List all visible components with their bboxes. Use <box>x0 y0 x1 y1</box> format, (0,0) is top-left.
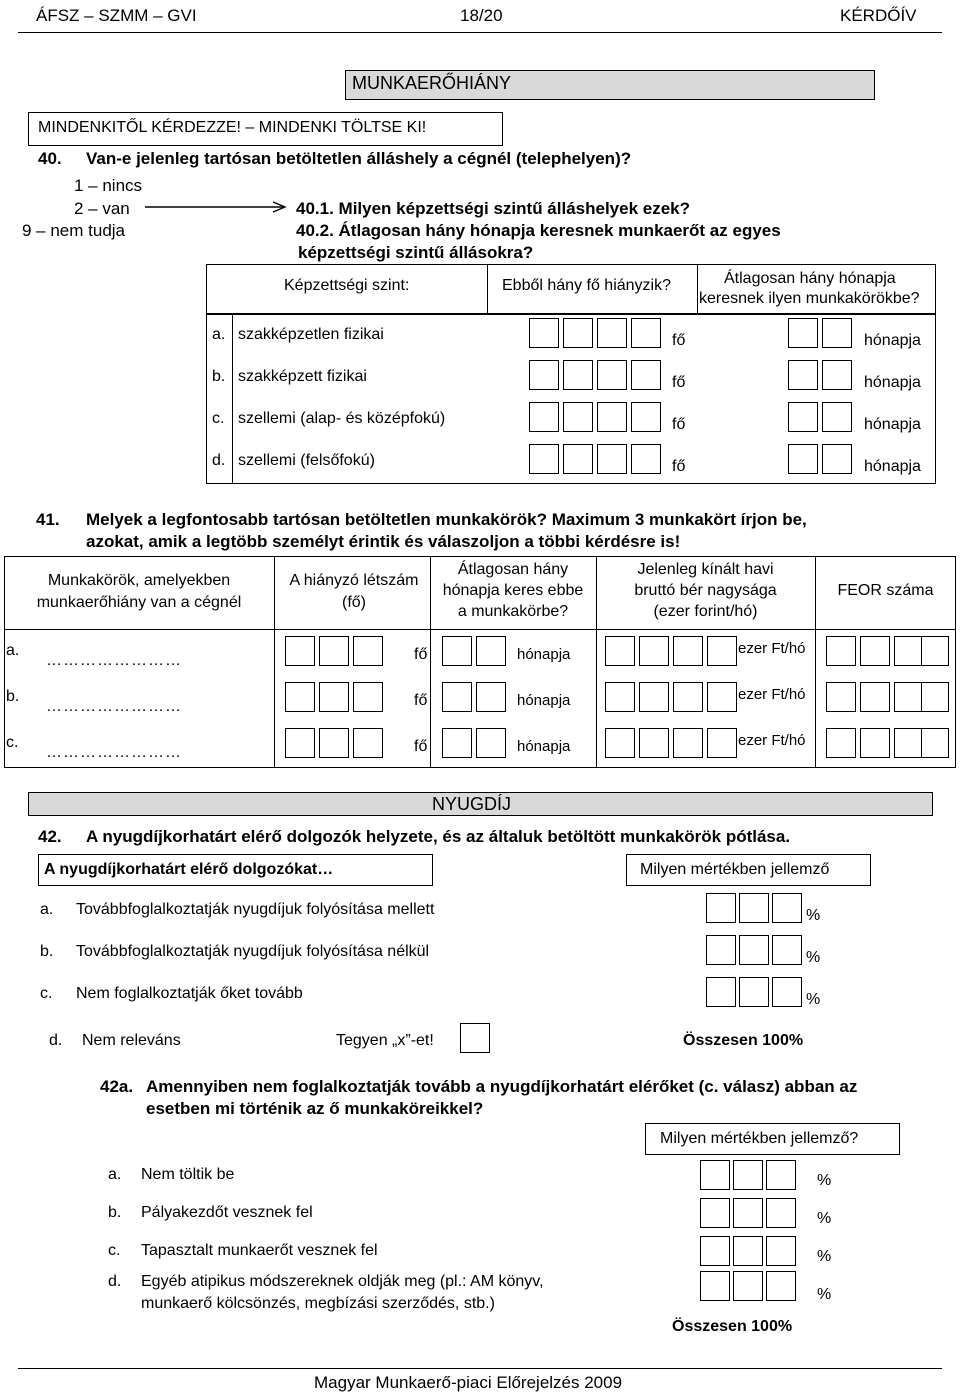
q42a-pct-sign: % <box>817 1172 832 1189</box>
footer-text: Magyar Munkaerő-piaci Előrejelzés 2009 <box>314 1373 623 1392</box>
q42a-row-letter: a. <box>108 1166 122 1183</box>
q40-header-divider-1 <box>487 264 488 314</box>
q41-month-box-2[interactable] <box>476 682 506 712</box>
q40-unit-fo: fő <box>672 374 686 391</box>
q42-pct-box-1[interactable] <box>706 893 736 923</box>
q40-count-box-2[interactable] <box>563 360 593 390</box>
q42a-d-label-line2: munkaerő kölcsönzés, megbízási szerződés, stb.) <box>141 1295 495 1312</box>
q42-number: 42. <box>38 827 62 846</box>
q41-unit-month: hónapja <box>517 738 571 755</box>
q42a-text-line2: esetben mi történik az ő munkaköreikkel? <box>146 1099 484 1118</box>
q41-pay-box-3[interactable] <box>673 636 703 666</box>
q42a-row-letter: c. <box>108 1242 121 1259</box>
q40-col-skill: Képzettségi szint: <box>284 277 410 294</box>
q41-job-input[interactable]: …………………… <box>46 698 182 715</box>
q41-pay-box-1[interactable] <box>605 728 635 758</box>
q40-month-box-2[interactable] <box>822 360 852 390</box>
q40-month-box-2[interactable] <box>822 402 852 432</box>
q41-unit-fo: fő <box>414 738 428 755</box>
q42-right-header: Milyen mértékben jellemző <box>640 861 830 878</box>
q40-header-divider-2 <box>697 264 698 314</box>
q42-row-letter: c. <box>40 985 53 1002</box>
q41-h1-line2: munkaerőhiány van a cégnél <box>36 594 242 611</box>
q42a-pct-box-1[interactable] <box>700 1198 730 1228</box>
header-left: ÁFSZ – SZMM – GVI <box>36 6 197 25</box>
q42a-number: 42a. <box>100 1077 134 1096</box>
q41-feor-box-2[interactable] <box>860 636 890 666</box>
q40-unit-month: hónapja <box>864 416 921 433</box>
q42a-pct-sign: % <box>817 1248 832 1265</box>
q40-row-letter: c. <box>212 410 225 427</box>
q40-unit-fo: fő <box>672 458 686 475</box>
q42-row-letter: a. <box>40 901 54 918</box>
q42a-right-header: Milyen mértékben jellemző? <box>660 1130 859 1147</box>
q40-count-box-4[interactable] <box>631 360 661 390</box>
q41-unit-fo: fő <box>414 646 428 663</box>
q40-option-2[interactable]: 2 – van <box>74 199 130 218</box>
q41-feor-box-3[interactable] <box>894 682 924 712</box>
q41-pay-box-1[interactable] <box>605 636 635 666</box>
header-rule <box>18 32 942 33</box>
q40-unit-month: hónapja <box>864 458 921 475</box>
q41-text-line1: Melyek a legfontosabb tartósan betöltetlen munkakörök? Maximum 3 munkakört írjon be, <box>86 510 807 529</box>
q41-pay-box-2[interactable] <box>639 682 669 712</box>
q42-row-letter: b. <box>40 943 54 960</box>
q40-count-box-4[interactable] <box>631 444 661 474</box>
q41-feor-box-3[interactable] <box>894 636 924 666</box>
q40-number: 40. <box>38 149 62 168</box>
q42-pct-box-1[interactable] <box>706 935 736 965</box>
q41-month-box-2[interactable] <box>476 636 506 666</box>
q41-feor-box-2[interactable] <box>860 728 890 758</box>
q41-number: 41. <box>36 510 60 529</box>
q41-unit-pay: ezer Ft/hó <box>738 732 806 749</box>
q41-unit-pay: ezer Ft/hó <box>738 686 806 703</box>
q40-text: Van-e jelenleg tartósan betöltetlen álláshely a cégnél (telephelyen)? <box>86 149 632 168</box>
q42a-pct-sign: % <box>817 1210 832 1227</box>
q41-row-letter: a. <box>6 642 20 659</box>
q41-feor-box-3[interactable] <box>894 728 924 758</box>
q42-d-label: Nem releváns <box>82 1032 181 1049</box>
q41-count-box-2[interactable] <box>319 728 349 758</box>
q42a-pct-box-2[interactable] <box>733 1198 763 1228</box>
q41-pay-box-3[interactable] <box>673 728 703 758</box>
q40-2-text-line1: 40.2. Átlagosan hány hónapja keresnek munkaerőt az egyes <box>296 221 781 240</box>
q42a-pct-box-1[interactable] <box>700 1236 730 1266</box>
q42a-pct-box-3[interactable] <box>766 1198 796 1228</box>
q41-count-box-3[interactable] <box>353 682 383 712</box>
q42-row-label: Továbbfoglalkoztatják nyugdíjuk folyósítása nélkül <box>76 943 430 960</box>
instruction-text: MINDENKITŐL KÉRDEZZE! – MINDENKI TÖLTSE KI! <box>38 119 427 136</box>
q41-count-box-3[interactable] <box>353 728 383 758</box>
q42a-d-box-3[interactable] <box>766 1271 796 1301</box>
page-number: 18/20 <box>460 6 503 25</box>
q40-month-box-2[interactable] <box>822 318 852 348</box>
q42a-pct-box-2[interactable] <box>733 1236 763 1266</box>
q41-count-box-2[interactable] <box>319 636 349 666</box>
q40-count-box-3[interactable] <box>597 360 627 390</box>
q40-count-box-4[interactable] <box>631 402 661 432</box>
q42a-row-label: Tapasztalt munkaerőt vesznek fel <box>141 1242 378 1259</box>
q42-pct-sign: % <box>806 907 821 924</box>
footer-rule <box>18 1368 942 1369</box>
q40-month-box-2[interactable] <box>822 444 852 474</box>
q41-h3-line1: Átlagosan hány <box>457 561 569 578</box>
q42-pct-sign: % <box>806 949 821 966</box>
q42-pct-box-3[interactable] <box>772 977 802 1007</box>
q41-unit-pay: ezer Ft/hó <box>738 640 806 657</box>
q40-row-label: szakképzett fizikai <box>238 368 367 385</box>
q42a-text-line1: Amennyiben nem foglalkoztatják tovább a nyugdíjkorhatárt elérőket (c. válasz) abban az <box>146 1077 858 1096</box>
q41-month-box-1[interactable] <box>442 728 472 758</box>
q41-h4-line3: (ezer forint/hó) <box>653 603 758 620</box>
section-title-munkaerohiany: MUNKAERŐHIÁNY <box>352 73 512 93</box>
q40-unit-fo: fő <box>672 416 686 433</box>
q41-feor-box-4[interactable] <box>921 636 949 666</box>
q41-row-letter: c. <box>6 734 19 751</box>
q42a-d-box-1[interactable] <box>700 1271 730 1301</box>
q41-count-box-2[interactable] <box>319 682 349 712</box>
q42-pct-box-1[interactable] <box>706 977 736 1007</box>
q40-row-letter: b. <box>212 368 226 385</box>
q40-count-box-1[interactable] <box>529 318 559 348</box>
q41-text-line2: azokat, amik a legtöbb személyt érintik és válaszoljon a többi kérdésre is! <box>86 532 681 551</box>
q41-feor-box-1[interactable] <box>826 682 856 712</box>
q41-count-box-1[interactable] <box>285 728 315 758</box>
header-right: KÉRDŐÍV <box>840 6 917 25</box>
q41-h3-line3: a munkakörbe? <box>457 603 569 620</box>
q42-d-mark-instruction: Tegyen „x”-et! <box>336 1032 434 1049</box>
q40-count-box-1[interactable] <box>529 360 559 390</box>
q41-pay-box-2[interactable] <box>639 728 669 758</box>
q42-pct-box-2[interactable] <box>739 935 769 965</box>
q42a-d-label-line1: Egyéb atipikus módszereknek oldják meg (pl.: AM könyv, <box>141 1273 544 1290</box>
q40-unit-month: hónapja <box>864 374 921 391</box>
q40-month-box-1[interactable] <box>788 444 818 474</box>
q40-month-box-1[interactable] <box>788 402 818 432</box>
q40-count-box-1[interactable] <box>529 444 559 474</box>
q40-col-months-line1: Átlagosan hány hónapja <box>724 270 896 287</box>
q40-unit-fo: fő <box>672 332 686 349</box>
q42-d-letter: d. <box>49 1032 63 1049</box>
q40-col-months-line2: keresnek ilyen munkakörökbe? <box>699 290 920 307</box>
q41-h3-line2: hónapja keres ebbe <box>442 582 584 599</box>
q41-unit-month: hónapja <box>517 646 571 663</box>
q40-count-box-3[interactable] <box>597 444 627 474</box>
q40-count-box-3[interactable] <box>597 402 627 432</box>
q40-row-label: szellemi (felsőfokú) <box>238 452 375 469</box>
q42-left-header: A nyugdíjkorhatárt elérő dolgozókat… <box>44 861 334 878</box>
q42-text: A nyugdíjkorhatárt elérő dolgozók helyzete, és az általuk betöltött munkakörök pótlása. <box>86 827 791 846</box>
q40-month-box-1[interactable] <box>788 318 818 348</box>
q40-col-missing: Ebből hány fő hiányzik? <box>502 277 671 294</box>
q41-month-box-2[interactable] <box>476 728 506 758</box>
q41-h1-line1: Munkakörök, amelyekben <box>47 572 231 589</box>
q40-count-box-2[interactable] <box>563 444 593 474</box>
q41-month-box-1[interactable] <box>442 682 472 712</box>
q41-month-box-1[interactable] <box>442 636 472 666</box>
q42a-row-letter: b. <box>108 1204 122 1221</box>
q42a-d-box-2[interactable] <box>733 1271 763 1301</box>
q42a-pct-box-1[interactable] <box>700 1160 730 1190</box>
q41-pay-box-3[interactable] <box>673 682 703 712</box>
q41-pay-box-4[interactable] <box>707 728 737 758</box>
q41-count-box-1[interactable] <box>285 636 315 666</box>
q40-row-label: szellemi (alap- és középfokú) <box>238 410 446 427</box>
q42a-row-label: Pályakezdőt vesznek fel <box>141 1204 313 1221</box>
q41-h5: FEOR száma <box>837 582 934 599</box>
q41-feor-box-4[interactable] <box>921 728 949 758</box>
q42a-pct-box-3[interactable] <box>766 1160 796 1190</box>
q41-row-letter: b. <box>6 688 20 705</box>
q40-count-box-3[interactable] <box>597 318 627 348</box>
q42a-d-pct: % <box>817 1286 832 1303</box>
q40-row-letter: a. <box>212 326 226 343</box>
q41-h4-line1: Jelenleg kínált havi <box>637 561 774 578</box>
q42-row-label: Továbbfoglalkoztatják nyugdíjuk folyósítása mellett <box>76 901 435 918</box>
q41-pay-box-4[interactable] <box>707 636 737 666</box>
q41-feor-box-1[interactable] <box>826 636 856 666</box>
q40-count-box-4[interactable] <box>631 318 661 348</box>
q40-1-text: 40.1. Milyen képzettségi szintű álláshelyek ezek? <box>296 199 691 218</box>
q42a-d-letter: d. <box>108 1273 122 1290</box>
q41-header-rule <box>4 629 956 630</box>
arrow-right-icon <box>145 200 295 214</box>
q42-total: Összesen 100% <box>683 1032 804 1049</box>
q41-unit-month: hónapja <box>517 692 571 709</box>
q41-h4-line2: bruttó bér nagysága <box>634 582 777 599</box>
q41-h2-line1: A hiányzó létszám <box>289 572 419 589</box>
q41-count-box-1[interactable] <box>285 682 315 712</box>
q42-d-checkbox[interactable] <box>460 1023 490 1053</box>
q40-count-box-1[interactable] <box>529 402 559 432</box>
q42a-total: Összesen 100% <box>672 1318 793 1335</box>
q42-pct-box-2[interactable] <box>739 893 769 923</box>
section-title-nyugdij: NYUGDÍJ <box>432 794 512 814</box>
q41-job-input[interactable]: …………………… <box>46 744 182 761</box>
q40-option-9[interactable]: 9 – nem tudja <box>22 221 126 240</box>
q40-2-text-line2: képzettségi szintű állásokra? <box>298 243 534 262</box>
q40-option-1[interactable]: 1 – nincs <box>74 176 143 195</box>
q42-pct-box-3[interactable] <box>772 935 802 965</box>
q42-pct-box-2[interactable] <box>739 977 769 1007</box>
q41-h2-line2: (fő) <box>342 594 366 611</box>
q42-row-label: Nem foglalkoztatják őket tovább <box>76 985 303 1002</box>
q41-feor-box-1[interactable] <box>826 728 856 758</box>
q41-count-box-3[interactable] <box>353 636 383 666</box>
q42a-pct-box-2[interactable] <box>733 1160 763 1190</box>
q42a-row-label: Nem töltik be <box>141 1166 235 1183</box>
q42a-pct-box-3[interactable] <box>766 1236 796 1266</box>
q41-pay-box-2[interactable] <box>639 636 669 666</box>
q40-count-box-2[interactable] <box>563 318 593 348</box>
q41-feor-box-2[interactable] <box>860 682 890 712</box>
q40-row-letter: d. <box>212 452 226 469</box>
q42-pct-box-3[interactable] <box>772 893 802 923</box>
q41-pay-box-1[interactable] <box>605 682 635 712</box>
q42-pct-sign: % <box>806 991 821 1008</box>
q40-letter-divider <box>232 314 233 484</box>
q40-month-box-1[interactable] <box>788 360 818 390</box>
q40-row-label: szakképzetlen fizikai <box>238 326 384 343</box>
q41-pay-box-4[interactable] <box>707 682 737 712</box>
q40-count-box-2[interactable] <box>563 402 593 432</box>
q41-unit-fo: fő <box>414 692 428 709</box>
q40-unit-month: hónapja <box>864 332 921 349</box>
q41-feor-box-4[interactable] <box>921 682 949 712</box>
q41-job-input[interactable]: …………………… <box>46 652 182 669</box>
